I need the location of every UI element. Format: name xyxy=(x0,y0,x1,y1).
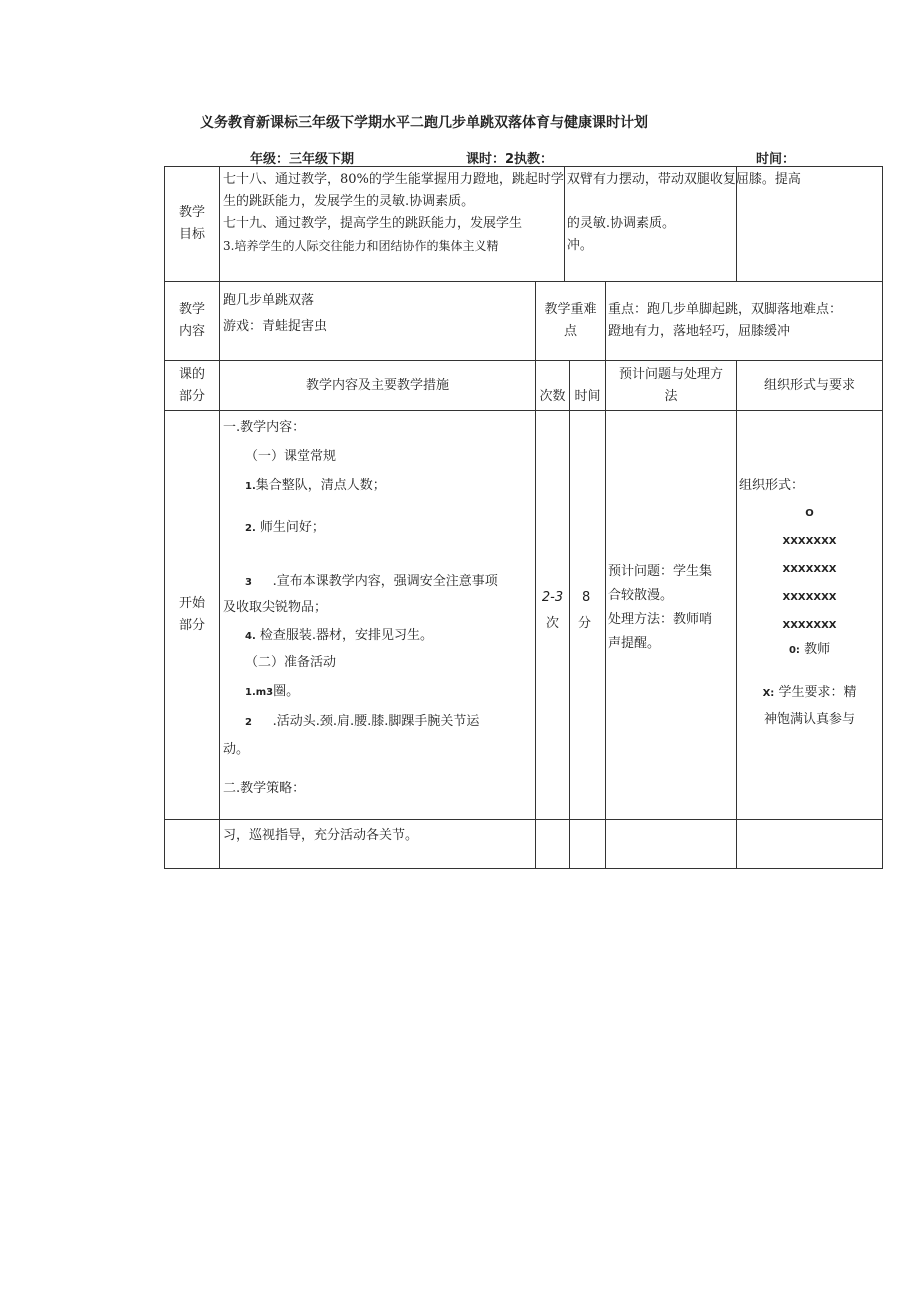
objectives-right xyxy=(565,167,801,281)
org-teacher-text: 教师 xyxy=(804,642,831,657)
start-problem-4: 声提醒。 xyxy=(608,636,661,651)
document-title: 义务教育新课标三年级下学期水平二跑几步单跳双落体育与健康课时计划 xyxy=(200,115,648,131)
start-item-3-b: 及收取尖锐物品； xyxy=(223,600,328,615)
objective-right-line-1: 双臂有力摆动，带动双腿收复屈膝。提高 xyxy=(566,172,801,187)
continuation-count-cell xyxy=(536,820,570,869)
objectives-left xyxy=(220,167,565,281)
key-label-2: 点 xyxy=(563,324,577,339)
col-measures: 教学内容及主要教学措施 xyxy=(220,361,536,411)
content-cell xyxy=(220,282,536,361)
start-item-5-num: 1.m3 xyxy=(245,687,274,698)
start-time-2: 分 xyxy=(578,616,592,631)
org-row-3: XXXXXXX xyxy=(782,592,837,603)
start-label-1: 开始 xyxy=(178,596,205,611)
start-strategy: 二.教学策略： xyxy=(223,781,306,796)
objective-right-line-2 xyxy=(567,191,801,213)
objective-line-2: 生的跳跃能力，发展学生的灵敏.协调素质。 xyxy=(223,194,475,209)
start-item-2-text: 师生问好； xyxy=(259,520,325,535)
col-part-2: 部分 xyxy=(178,388,205,404)
start-organization-cell xyxy=(737,411,883,820)
continuation-content-cell: 习，巡视指导，充分活动各关节。 xyxy=(220,820,536,869)
start-item-5 xyxy=(223,681,535,704)
key-label-1: 教学重难 xyxy=(544,302,597,317)
start-item-3-text-a: .宣布本课教学内容，强调安全注意事项 xyxy=(272,574,498,589)
objectives-label-1: 教学 xyxy=(178,205,205,220)
start-item-4 xyxy=(223,625,535,648)
continuation-row xyxy=(165,820,883,869)
org-teacher-marker: O xyxy=(805,508,814,519)
continuation-time-cell xyxy=(570,820,606,869)
start-time-1: 8 xyxy=(582,590,591,605)
start-item-6-num: 2 xyxy=(245,717,252,728)
start-item-4-text: 检查服装.器材，安排见习生。 xyxy=(259,628,434,643)
start-content-cell xyxy=(220,411,536,820)
continuation-organization-cell xyxy=(737,820,883,869)
objective-line-1: 七十八、通过教学，80%的学生能掌握用力蹬地，跳起时学 xyxy=(223,172,564,187)
start-part-row xyxy=(165,411,883,820)
col-organization: 组织形式与要求 xyxy=(737,361,883,411)
continuation-problems-cell xyxy=(606,820,737,869)
start-routine: （一）课堂常规 xyxy=(245,449,337,464)
start-count-cell xyxy=(536,411,570,820)
objective-right-line-4: 冲。 xyxy=(566,238,593,253)
content-line-1: 跑几步单跳双落 xyxy=(223,293,315,308)
content-row xyxy=(165,282,883,361)
org-teacher-legend xyxy=(737,639,882,662)
column-header-row xyxy=(165,361,883,411)
col-problems-2: 法 xyxy=(664,388,678,404)
lesson-plan-table xyxy=(164,166,883,869)
start-item-6-text-a: .活动头.颈.肩.腰.膝.脚踝手腕关节运 xyxy=(272,714,480,729)
start-item-4-num: 4. xyxy=(245,631,256,642)
key-points-cell xyxy=(606,282,883,361)
key-line-1: 重点：跑几步单脚起跳，双脚落地难点： xyxy=(608,302,843,317)
org-row-2: XXXXXXX xyxy=(782,564,837,575)
start-item-3 xyxy=(223,571,535,594)
content-label-1: 教学 xyxy=(178,302,205,317)
col-count: 次数 xyxy=(536,361,570,411)
start-item-1-text: 集合整队，清点人数； xyxy=(255,478,386,493)
org-student-legend xyxy=(737,682,882,705)
col-problems-1: 预计问题与处理方 xyxy=(619,366,724,382)
objectives-row xyxy=(165,167,883,282)
col-problems xyxy=(606,361,737,411)
start-item-1 xyxy=(223,475,535,498)
org-row-4: XXXXXXX xyxy=(782,620,837,631)
continuation-label-cell xyxy=(165,820,220,869)
start-item-2 xyxy=(223,517,535,540)
start-problem-3: 处理方法：教师哨 xyxy=(608,612,713,627)
start-problems-cell xyxy=(606,411,737,820)
start-label-cell xyxy=(165,411,220,820)
start-item-6 xyxy=(223,711,535,734)
content-label-cell xyxy=(165,282,220,361)
objective-line-4: 3.培养学生的人际交往能力和团结协作的集体主义精 xyxy=(223,239,499,253)
objectives-content-cell xyxy=(220,167,801,282)
start-time-cell xyxy=(570,411,606,820)
start-item-6-b: 动。 xyxy=(223,742,250,757)
content-label-2: 内容 xyxy=(178,324,205,339)
start-count-1: 2-3 xyxy=(541,590,564,605)
start-count-2: 次 xyxy=(545,616,559,631)
start-item-5-text: 圈。 xyxy=(273,684,300,699)
org-requirement-1: 学生要求：精 xyxy=(778,685,857,700)
col-part-1: 课的 xyxy=(178,366,205,382)
start-problem-2: 合较散漫。 xyxy=(608,588,674,603)
start-item-1-num: 1. xyxy=(245,481,256,492)
grade-field: 年级：三年级下期 xyxy=(250,152,355,167)
org-requirement-2: 神饱满认真参与 xyxy=(764,712,856,727)
start-label-2: 部分 xyxy=(178,618,205,633)
start-prep: （二）准备活动 xyxy=(245,655,337,670)
org-label: 组织形式： xyxy=(739,478,805,493)
objectives-label-cell xyxy=(165,167,220,282)
key-points-label-cell xyxy=(536,282,606,361)
start-heading: 一.教学内容： xyxy=(223,420,306,435)
start-item-3-num: 3 xyxy=(245,577,252,588)
col-part xyxy=(165,361,220,411)
org-teacher-mark: 0: xyxy=(788,645,800,656)
objective-line-3: 七十九、通过教学，提高学生的跳跃能力，发展学生 xyxy=(223,216,523,231)
start-item-2-num: 2. xyxy=(245,523,256,534)
col-time: 时间 xyxy=(570,361,606,411)
org-student-mark: X: xyxy=(762,688,775,699)
content-line-2: 游戏：青蛙捉害虫 xyxy=(223,319,328,334)
period-teacher-field: 课时：2执教： xyxy=(466,152,554,167)
key-line-2: 蹬地有力，落地轻巧，屈膝缓冲 xyxy=(608,324,791,339)
objective-right-line-3: 的灵敏.协调素质。 xyxy=(566,216,676,231)
start-problem-1: 预计问题：学生集 xyxy=(608,564,713,579)
objectives-label-2: 目标 xyxy=(178,227,205,242)
time-field: 时间： xyxy=(756,152,796,167)
org-row-1: XXXXXXX xyxy=(782,536,837,547)
